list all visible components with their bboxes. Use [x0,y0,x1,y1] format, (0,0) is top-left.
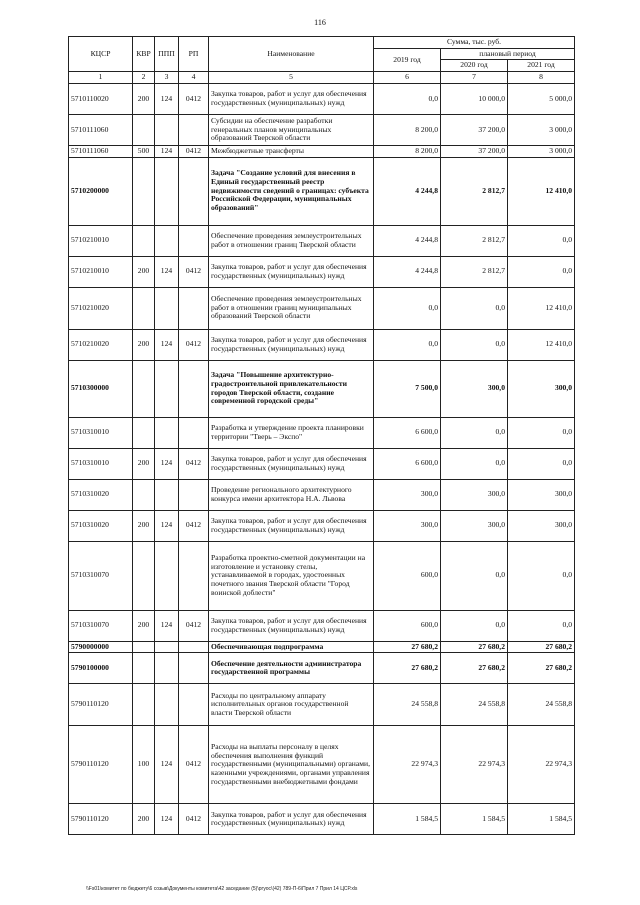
cell-ppp [155,417,179,448]
cell-ppp [155,225,179,256]
cell-v2019: 24 558,8 [374,684,441,726]
cell-v2020: 1 584,5 [441,804,508,835]
cell-v2019: 6 600,0 [374,417,441,448]
cell-v2021: 12 410,0 [508,157,575,225]
cell-v2021: 0,0 [508,610,575,641]
cell-ppp [155,287,179,329]
cell-name: Закупка товаров, работ и услуг для обеспечения государственных (муниципальных) нужд [209,329,374,360]
cell-kcsr: 5710111060 [69,145,133,157]
cell-ppp [155,360,179,417]
table-row [69,510,575,541]
table-row [69,360,575,417]
cell-v2019: 600,0 [374,610,441,641]
cell-kvr [133,157,155,225]
cell-v2020: 300,0 [441,360,508,417]
cell-v2019: 6 600,0 [374,448,441,479]
cell-v2021: 27 680,2 [508,653,575,684]
cell-kcsr: 5710310070 [69,541,133,610]
header-sum: Сумма, тыс. руб. [374,37,575,49]
cell-kvr [133,641,155,653]
cell-name: Закупка товаров, работ и услуг для обеспечения государственных (муниципальных) нужд [209,256,374,287]
table-row [69,145,575,157]
cell-name: Межбюджетные трансферты [209,145,374,157]
cell-kvr [133,417,155,448]
table-row [69,329,575,360]
cell-kcsr: 5710310020 [69,479,133,510]
cell-v2020: 300,0 [441,510,508,541]
cell-v2021: 0,0 [508,448,575,479]
header-name: Наименование [209,37,374,72]
cell-rp [179,114,209,145]
cell-rp: 0412 [179,83,209,114]
cell-v2019: 4 244,8 [374,256,441,287]
cell-kcsr: 5710200000 [69,157,133,225]
col-num-8: 8 [508,72,575,84]
cell-rp [179,684,209,726]
cell-name: Проведение регионального архитектурного конкурса имени архитектора Н.А. Львова [209,479,374,510]
cell-v2020: 37 200,0 [441,145,508,157]
cell-rp [179,641,209,653]
cell-v2020: 0,0 [441,610,508,641]
cell-v2019: 27 680,2 [374,653,441,684]
cell-v2020: 37 200,0 [441,114,508,145]
header-2020: 2020 год [441,60,508,72]
cell-ppp: 124 [155,329,179,360]
cell-kcsr: 5710210020 [69,329,133,360]
cell-ppp [155,541,179,610]
cell-v2020: 27 680,2 [441,653,508,684]
cell-v2021: 22 974,3 [508,726,575,804]
cell-name: Закупка товаров, работ и услуг для обеспечения государственных (муниципальных) нужд [209,610,374,641]
cell-kcsr: 5790000000 [69,641,133,653]
cell-kvr: 200 [133,610,155,641]
cell-name: Расходы по центральному аппарату исполнительных органов государственной власти Тверской области [209,684,374,726]
cell-v2020: 0,0 [441,287,508,329]
header-ppp: ППП [155,37,179,72]
cell-ppp [155,641,179,653]
cell-v2021: 0,0 [508,417,575,448]
cell-kcsr: 5710210010 [69,225,133,256]
cell-v2021: 1 584,5 [508,804,575,835]
cell-kvr: 200 [133,329,155,360]
table-row [69,653,575,684]
cell-kvr [133,360,155,417]
cell-ppp: 124 [155,145,179,157]
cell-rp: 0412 [179,726,209,804]
cell-v2021: 300,0 [508,479,575,510]
cell-v2021: 24 558,8 [508,684,575,726]
cell-kcsr: 5710310010 [69,417,133,448]
cell-name: Закупка товаров, работ и услуг для обеспечения государственных (муниципальных) нужд [209,83,374,114]
cell-kvr: 200 [133,83,155,114]
header-2019: 2019 год [374,48,441,71]
col-num-4: 4 [179,72,209,84]
cell-v2019: 0,0 [374,287,441,329]
cell-ppp [155,479,179,510]
cell-ppp: 124 [155,610,179,641]
cell-kvr: 200 [133,448,155,479]
cell-rp [179,157,209,225]
cell-kcsr: 5790110120 [69,804,133,835]
col-num-5: 5 [209,72,374,84]
cell-name: Субсидии на обеспечение разработки генеральных планов муниципальных образований Тверской области [209,114,374,145]
cell-ppp [155,653,179,684]
cell-kvr: 200 [133,510,155,541]
table-row [69,448,575,479]
cell-v2020: 2 812,7 [441,225,508,256]
cell-kvr: 500 [133,145,155,157]
cell-v2021: 0,0 [508,256,575,287]
table-row [69,83,575,114]
cell-v2019: 8 200,0 [374,145,441,157]
cell-name: Закупка товаров, работ и услуг для обеспечения государственных (муниципальных) нужд [209,804,374,835]
cell-kvr: 200 [133,256,155,287]
cell-name: Обеспечение проведения землеустроительных работ в отношении границ муниципальных образований Тверской области [209,287,374,329]
col-num-2: 2 [133,72,155,84]
cell-kcsr: 5790110120 [69,684,133,726]
cell-ppp: 124 [155,726,179,804]
table-row [69,804,575,835]
cell-rp [179,417,209,448]
cell-v2021: 12 410,0 [508,287,575,329]
cell-v2021: 0,0 [508,541,575,610]
cell-v2021: 5 000,0 [508,83,575,114]
footer-file-path: \\Fs01\комитет по бюджету\6 созыв\Документы комитета\42 заседание (5)\ргуос\(42) 789-П-6\Прил 7 Прил 14 ЦСР.xls [86,886,358,892]
cell-kvr: 100 [133,726,155,804]
cell-kcsr: 5710111060 [69,114,133,145]
cell-ppp: 124 [155,448,179,479]
cell-v2020: 2 812,7 [441,256,508,287]
cell-v2019: 300,0 [374,510,441,541]
page-number: 116 [314,18,326,27]
cell-v2019: 7 500,0 [374,360,441,417]
cell-rp [179,287,209,329]
cell-rp [179,360,209,417]
table-row [69,256,575,287]
cell-v2019: 300,0 [374,479,441,510]
cell-v2021: 3 000,0 [508,114,575,145]
cell-rp: 0412 [179,510,209,541]
table-row [69,641,575,653]
cell-v2019: 4 244,8 [374,157,441,225]
budget-table [68,36,575,835]
cell-v2019: 27 680,2 [374,641,441,653]
table-row [69,225,575,256]
cell-rp: 0412 [179,256,209,287]
cell-kvr [133,114,155,145]
cell-rp: 0412 [179,145,209,157]
cell-kcsr: 5710110020 [69,83,133,114]
cell-kcsr: 5710300000 [69,360,133,417]
cell-name: Закупка товаров, работ и услуг для обеспечения государственных (муниципальных) нужд [209,448,374,479]
cell-v2021: 300,0 [508,360,575,417]
cell-ppp: 124 [155,804,179,835]
header-rp: РП [179,37,209,72]
table-row [69,114,575,145]
table-row [69,157,575,225]
header-kcsr: КЦСР [69,37,133,72]
cell-kvr [133,653,155,684]
cell-v2019: 0,0 [374,83,441,114]
cell-v2020: 0,0 [441,448,508,479]
table-row [69,726,575,804]
table-row [69,610,575,641]
cell-kcsr: 5710210020 [69,287,133,329]
cell-kvr [133,684,155,726]
cell-kcsr: 5790110120 [69,726,133,804]
cell-name: Разработка и утверждение проекта планировки территории "Тверь – Экспо" [209,417,374,448]
cell-v2021: 27 680,2 [508,641,575,653]
cell-ppp [155,157,179,225]
cell-name: Разработка проектно-сметной документации на изготовление и установку стелы, устанавливаемой в городах, удостоенных почетного звания Тверской области "Город воинской доблести" [209,541,374,610]
cell-v2020: 27 680,2 [441,641,508,653]
cell-v2019: 22 974,3 [374,726,441,804]
col-num-6: 6 [374,72,441,84]
cell-v2020: 0,0 [441,541,508,610]
cell-kvr: 200 [133,804,155,835]
table-row [69,479,575,510]
cell-v2019: 0,0 [374,329,441,360]
cell-name: Задача "Создание условий для внесения в Единый государственный реестр недвижимости сведений о границах: субъекта Российской Федерации, муниципальных образований" [209,157,374,225]
header-kvr: КВР [133,37,155,72]
cell-name: Обеспечение деятельности администратора государственной программы [209,653,374,684]
cell-v2020: 10 000,0 [441,83,508,114]
cell-rp [179,653,209,684]
cell-rp [179,225,209,256]
cell-v2020: 300,0 [441,479,508,510]
cell-v2019: 8 200,0 [374,114,441,145]
cell-kcsr: 5710310020 [69,510,133,541]
cell-rp [179,479,209,510]
col-num-1: 1 [69,72,133,84]
cell-v2020: 22 974,3 [441,726,508,804]
cell-kcsr: 5790100000 [69,653,133,684]
cell-rp: 0412 [179,329,209,360]
budget-table-body [69,83,575,834]
cell-v2019: 4 244,8 [374,225,441,256]
cell-kvr [133,225,155,256]
cell-kvr [133,287,155,329]
cell-kcsr: 5710310010 [69,448,133,479]
cell-v2020: 2 812,7 [441,157,508,225]
cell-rp: 0412 [179,610,209,641]
table-row [69,541,575,610]
col-num-7: 7 [441,72,508,84]
cell-v2019: 1 584,5 [374,804,441,835]
cell-name: Расходы на выплаты персоналу в целях обеспечения выполнения функций государственными (муниципальными) органами, казенными учреждениями, органами управления государственными внебюджетными фондами [209,726,374,804]
cell-kvr [133,541,155,610]
cell-v2021: 3 000,0 [508,145,575,157]
cell-name: Задача "Повышение архитектурно-градостроительной привлекательности городов Тверской области, создание современной городской среды" [209,360,374,417]
cell-ppp [155,684,179,726]
cell-rp: 0412 [179,448,209,479]
cell-name: Обеспечивающая подпрограмма [209,641,374,653]
table-row [69,684,575,726]
cell-ppp: 124 [155,510,179,541]
cell-v2021: 300,0 [508,510,575,541]
cell-name: Обеспечение проведения землеустроительных работ в отношении границ Тверской области [209,225,374,256]
cell-kcsr: 5710210010 [69,256,133,287]
table-row [69,287,575,329]
cell-name: Закупка товаров, работ и услуг для обеспечения государственных (муниципальных) нужд [209,510,374,541]
cell-v2020: 0,0 [441,417,508,448]
cell-rp: 0412 [179,804,209,835]
cell-v2019: 600,0 [374,541,441,610]
cell-rp [179,541,209,610]
col-num-3: 3 [155,72,179,84]
header-plan-period: плановый период [441,48,575,60]
cell-ppp: 124 [155,256,179,287]
cell-ppp [155,114,179,145]
table-row [69,417,575,448]
cell-v2021: 0,0 [508,225,575,256]
cell-kvr [133,479,155,510]
cell-v2020: 0,0 [441,329,508,360]
cell-kcsr: 5710310070 [69,610,133,641]
cell-ppp: 124 [155,83,179,114]
header-2021: 2021 год [508,60,575,72]
cell-v2020: 24 558,8 [441,684,508,726]
cell-v2021: 12 410,0 [508,329,575,360]
